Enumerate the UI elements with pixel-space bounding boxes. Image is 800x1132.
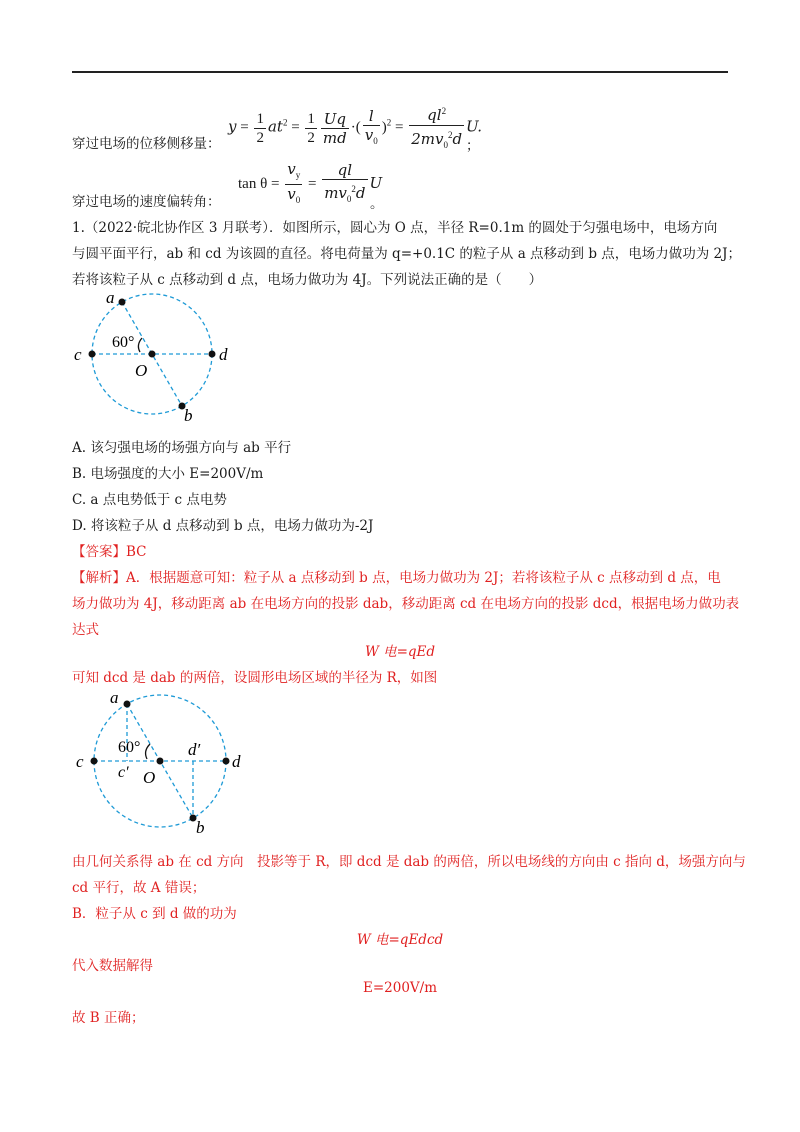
formula-work-cd: W 电=qEdcd — [356, 932, 444, 948]
analysis-line7: B．粒子从 c 到 d 做的功为 — [72, 906, 237, 922]
circle-diagram-2 — [70, 685, 260, 840]
formula2: tan θ = $\frac{v_y}{v_0}$ = $\frac{ql}{mv_0^2d}$ U — [238, 160, 383, 205]
fig2-label-b: b — [196, 818, 205, 837]
question-line3: 若将该粒子从 c 点移动到 d 点，电场力做功为 4J。下列说法正确的是（ ） — [72, 272, 543, 288]
circle-diagram-1 — [70, 285, 250, 425]
answer-tag: 【答案】 — [72, 544, 126, 560]
formula1: y = $\frac{1}{2}$ $at^2$ = $\frac{1}{2}$ $\frac{Uq}{md}$ ·( $\frac{l}{v_0}$ )$^2$ = $\frac{ql^2}{2mv_0^2d}$ U. — [228, 102, 482, 154]
fig1-label-O: O — [135, 361, 148, 380]
option-A: A. 该匀强电场的场强方向与 ab 平行 — [72, 440, 292, 456]
formula2-label: 穿过电场的速度偏转角： — [72, 194, 221, 210]
formula1-tail: ； — [466, 138, 480, 154]
fig1-label-d: d — [219, 345, 228, 364]
formula-field: E=200V/m — [362, 980, 438, 996]
option-D: D. 将该粒子从 d 点移动到 b 点，电场力做功为-2J — [72, 518, 374, 534]
analysis-line9: 故 B 正确； — [72, 1010, 145, 1026]
analysis-line8: 代入数据解得 — [72, 958, 153, 974]
analysis-line2: 场力做功为 4J，移动距离 ab 在电场方向的投影 dab，移动距离 cd 在电场方向的投影 dcd，根据电场力做功表 — [72, 596, 740, 612]
fig2-angle: 60° — [118, 739, 141, 756]
question-line1: 1.（2022·皖北协作区 3 月联考）．如图所示，圆心为 O 点，半径 R=0.1m 的圆处于匀强电场中，电场方向 — [72, 220, 718, 236]
fig2-label-c: c — [76, 752, 84, 771]
answer-value: BC — [126, 544, 147, 560]
formula-work: W 电=qEd — [364, 644, 436, 660]
fig1-label-a: a — [106, 288, 115, 307]
option-C: C. a 点电势低于 c 点电势 — [72, 492, 227, 508]
fig2-label-c-prime: c′ — [118, 764, 129, 781]
fig2-label-d: d — [232, 752, 241, 771]
question-line2: 与圆平面平行，ab 和 cd 为该圆的直径。将电荷量为 q=+0.1C 的粒子从 a 点移动到 b 点，电场力做功为 2J； — [72, 246, 742, 262]
formula1-label: 穿过电场的位移侧移量： — [72, 136, 221, 152]
formula2-tail: 。 — [370, 196, 384, 212]
fig1-label-b: b — [184, 406, 193, 425]
fig2-label-O: O — [143, 768, 156, 787]
fig2-label-d-prime: d′ — [188, 740, 201, 759]
fig1-label-c: c — [74, 345, 82, 364]
analysis-line3: 达式 — [72, 622, 99, 638]
option-B: B. 电场强度的大小 E=200V/m — [72, 466, 264, 482]
fig2-label-a: a — [110, 688, 119, 707]
analysis-line1: 【解析】A．根据题意可知：粒子从 a 点移动到 b 点，电场力做功为 2J；若将该粒子从 c 点移动到 d 点，电 — [72, 570, 721, 586]
analysis-line6: cd 平行，故 A 错误； — [72, 880, 206, 896]
answer — [72, 540, 147, 560]
analysis-line4: 可知 dcd 是 dab 的两倍，设圆形电场区域的半径为 R，如图 — [72, 670, 438, 686]
fig1-angle: 60° — [112, 334, 135, 351]
header-rule — [72, 71, 728, 73]
analysis-line5: 由几何关系得 ab 在 cd 方向 投影等于 R，即 dcd 是 dab 的两倍，所以电场线的方向由 c 指向 d，场强方向与 — [72, 854, 746, 870]
